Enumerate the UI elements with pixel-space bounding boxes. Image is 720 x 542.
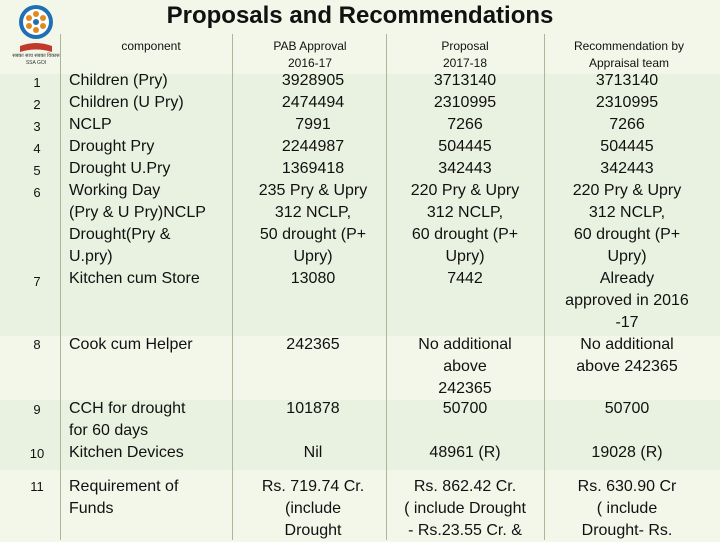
row-recommendation-value: Rs. 630.90 Cr ( include Drought- Rs. [577, 478, 677, 539]
logo-subcaption: SSA GOI [25, 60, 47, 66]
row-proposal-value: 48961 (R) [429, 444, 501, 461]
row-pab-value: 242365 [286, 336, 340, 353]
row-number: 9 [33, 402, 41, 417]
row-recommendation-value: 19028 (R) [591, 444, 663, 461]
row-component: Kitchen Devices [69, 444, 184, 461]
row-recommendation-value: No additional above 242365 [576, 336, 678, 375]
row-number: 1 2 3 4 5 6 [33, 75, 41, 200]
row-pab-value: Nil [303, 444, 323, 461]
row-component: Children (Pry) Children (U Pry) NCLP Drought Pry Drought U.Pry Working Day (Pry & U Pry)NCLP Drought(Pry & U.pry) [69, 72, 206, 265]
row-proposal-value: Rs. 862.42 Cr. ( include Drought - Rs.23.55 Cr. & [404, 478, 526, 539]
row-proposal-value: 50700 [442, 400, 488, 417]
row-proposal-value: No additional above 242365 [418, 336, 512, 397]
logo-caption: सबका साथ सबका विकास [12, 53, 60, 59]
row-component: Cook cum Helper [69, 336, 193, 353]
page-title: Proposals and Recommendations [166, 2, 554, 29]
row-pab-value: Rs. 719.74 Cr. (include Drought [261, 478, 365, 539]
row-proposal-value: 3713140 2310995 7266 504445 342443 220 Pry & Upry 312 NCLP, 60 drought (P+ Upry) [410, 72, 520, 265]
row-pab-value: 3928905 2474494 7991 2244987 1369418 235 Pry & Upry 312 NCLP, 50 drought (P+ Upry) [258, 72, 368, 265]
row-number: 10 [29, 446, 45, 461]
row-number: 11 [30, 479, 44, 494]
row-pab-value: 101878 [286, 400, 340, 417]
row-component: CCH for drought for 60 days [69, 400, 186, 439]
row-number: 8 [33, 337, 41, 352]
row-pab-value: 13080 [290, 270, 336, 287]
row-recommendation-value: 50700 [604, 400, 650, 417]
row-recommendation-value: 3713140 2310995 7266 504445 342443 220 Pry & Upry 312 NCLP, 60 drought (P+ Upry) [572, 72, 682, 265]
row-number: 7 [33, 274, 41, 289]
row-recommendation-value: Already approved in 2016 -17 [565, 270, 689, 331]
row-proposal-value: 7442 [447, 270, 483, 287]
row-component: Requirement of Funds [69, 478, 179, 517]
header-proposal: Proposal 2017-18 [441, 39, 489, 70]
header-pab-approval: PAB Approval 2016-17 [273, 39, 347, 70]
row-component: Kitchen cum Store [69, 270, 200, 287]
column-divider [60, 34, 61, 540]
book-icon [20, 43, 52, 52]
header-recommendation: Recommendation by Appraisal team [573, 39, 685, 70]
header-component: component [121, 39, 181, 53]
